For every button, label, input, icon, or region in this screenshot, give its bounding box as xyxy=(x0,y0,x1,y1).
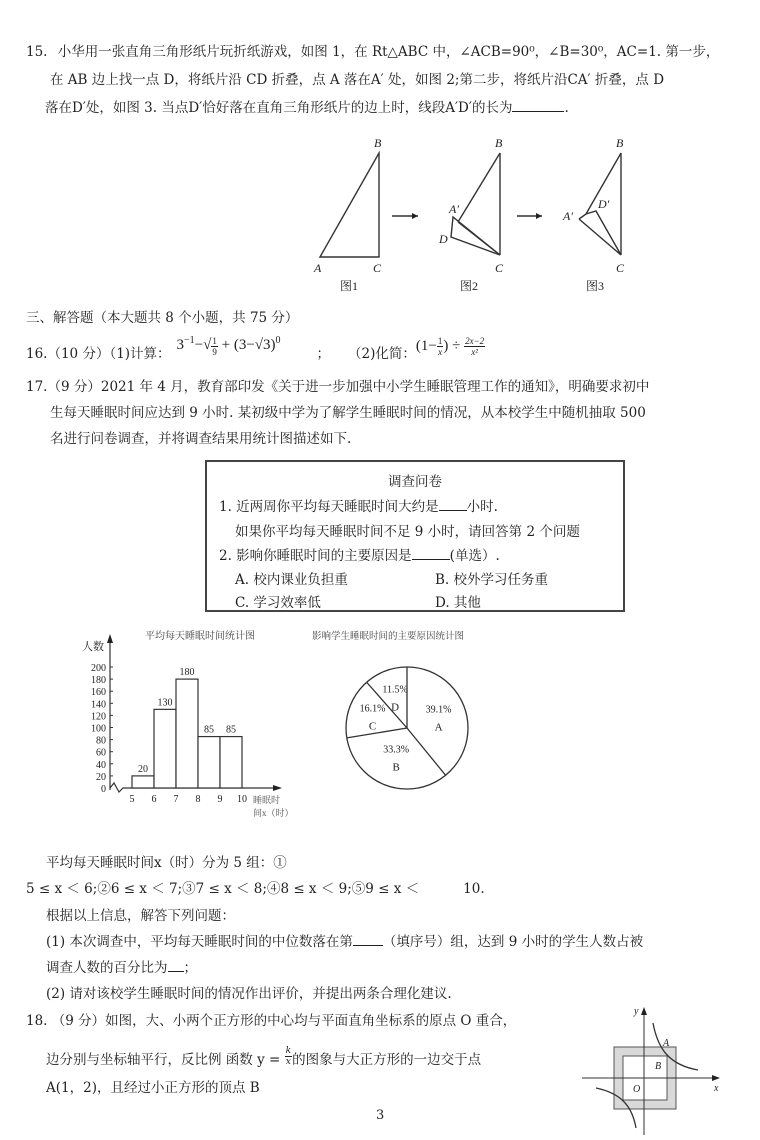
survey-q1-text: 1. 近两周你平均每天睡眠时间大约是 xyxy=(219,499,439,515)
y-tick-label: 20 xyxy=(96,771,106,783)
q16 xyxy=(26,336,485,368)
arrow-2-head xyxy=(536,213,542,219)
histogram-bar xyxy=(198,737,220,788)
expr1-minus: − xyxy=(194,337,204,354)
survey-option-d: D. 其他 xyxy=(435,595,481,611)
frac-den: x² xyxy=(471,346,478,357)
fig3-label-b: B xyxy=(616,136,624,150)
pie-percent-label: 11.5% xyxy=(382,684,408,696)
survey-option-a: A. 校内课业负担重 xyxy=(235,572,348,588)
pie-category-label: D xyxy=(391,701,400,714)
q15-line-2: 在 AB 边上找一点 D，将纸片沿 CD 折叠，点 A 落在A′ 处，如图 2;第二步，将纸片沿CA′ 折叠，点 D xyxy=(50,72,665,88)
pie-category-label: A xyxy=(434,721,443,734)
histogram-title: 平均每天睡眠时间统计图 xyxy=(145,631,255,642)
q17-sub-1 xyxy=(46,932,643,952)
sub1-text-c: 调查人数的百分比为 xyxy=(46,960,168,976)
fig3-label-a-prime: A′ xyxy=(563,209,573,223)
q18-fraction xyxy=(285,1046,292,1067)
expr1-paren: + (3−√3) xyxy=(221,337,276,354)
x-axis-arrow-icon xyxy=(712,1075,720,1081)
bar-data-label: 180 xyxy=(179,667,195,679)
q18-text-b: 的图象与大正方形的一边交于点 xyxy=(292,1052,482,1068)
y-tick-label: 140 xyxy=(91,699,106,711)
frac-num: 1 xyxy=(212,335,217,346)
q15-text-3: 落在D′处，如图 3. 当点D′恰好落在直角三角形纸片的边上时，线段A′D′的长为 xyxy=(45,100,513,116)
survey-q2-blank xyxy=(412,547,450,560)
pie-percent-label: 39.1% xyxy=(425,704,452,716)
q16-prefix: 16.（10 分）（1)计算： xyxy=(26,346,171,362)
histogram-bar xyxy=(154,709,176,788)
survey-option-c: C. 学习效率低 xyxy=(235,595,321,611)
q16-expression-1: $3^{-1}-√$ $\frac{1}{9}$ + $(3-√3)^0$ xyxy=(176,335,281,357)
q18-line-3: A(1，2)，且经过小正方形的顶点 B xyxy=(46,1080,260,1096)
sub1-text-d: ； xyxy=(183,960,197,976)
page-number: 3 xyxy=(376,1108,385,1123)
fig2-ab xyxy=(458,153,500,222)
fig1-label-b: B xyxy=(374,136,382,150)
survey-note: 如果你平均每天睡眠时间不足 9 小时，请回答第 2 个问题 xyxy=(235,524,580,540)
groups-end: 10. xyxy=(463,881,485,897)
frac-den: x xyxy=(285,1057,291,1067)
fig1-label-c: C xyxy=(373,261,382,275)
q18-line-2 xyxy=(46,1046,482,1071)
survey-q1-blank xyxy=(439,498,467,511)
q18-figure xyxy=(570,995,760,1140)
fig2-label-a-prime: A′ xyxy=(449,202,459,216)
pie-percent-label: 16.1% xyxy=(359,703,386,715)
groups-ranges: 5 ≤ x ＜ 6;②6 ≤ x ＜ 7;③7 ≤ x ＜ 8;④8 ≤ x ＜ 9;⑤9 ≤ x ＜ xyxy=(26,881,420,897)
sub1-blank-1 xyxy=(353,933,383,946)
x-tick-label: 5 xyxy=(129,794,135,805)
q15-number: 15. xyxy=(26,44,48,60)
q17-sub-2: (2) 请对该校学生睡眠时间的情况作出评价，并提出两条合理化建议. xyxy=(46,986,452,1002)
sub1-text-b: （填序号）组，达到 9 小时的学生人数占被 xyxy=(382,934,644,950)
survey-q2-end: (单选）. xyxy=(449,548,500,564)
q17-line-1: 17.（9 分）2021 年 4 月，教育部印发《关于进一步加强中小学生睡眠管理工作的通知》，明确要求初中 xyxy=(26,379,650,395)
x-axis-arrow-icon xyxy=(273,785,282,791)
q16-separator: ； xyxy=(316,346,331,362)
pie-percent-label: 33.3% xyxy=(383,744,410,756)
fig1-label-a: A xyxy=(314,261,322,275)
groups-line-2 xyxy=(26,879,485,899)
bar-data-label: 130 xyxy=(157,697,173,709)
pie-title: 影响学生睡眠时间的主要原因统计图 xyxy=(312,632,465,642)
y-tick-label: 0 xyxy=(101,784,106,795)
bar-data-label: 85 xyxy=(226,724,236,736)
q18-text-a: 边分别与坐标轴平行，反比例 函数 y = xyxy=(46,1052,285,1068)
y-tick-label: 100 xyxy=(91,723,106,735)
answer-blank xyxy=(512,99,564,112)
arrow-1-head xyxy=(412,213,418,219)
x-tick-label: 8 xyxy=(195,794,201,805)
y-tick-label: 80 xyxy=(96,735,106,747)
y-tick-label: 200 xyxy=(91,663,106,674)
survey-title: 调查问卷 xyxy=(388,474,442,490)
expr1-exponent: −1 xyxy=(184,335,195,347)
q15-line-1 xyxy=(26,42,719,62)
sub1-text-a: (1) 本次调查中，平均每天睡眠时间的中位数落在第 xyxy=(46,934,353,950)
sub1-blank-2 xyxy=(168,959,184,972)
q15-line-3 xyxy=(45,98,569,118)
fig2-caption: 图2 xyxy=(460,279,479,293)
histogram-x-label-1: 睡眠时 xyxy=(253,795,281,805)
fig3-label-c: C xyxy=(616,261,625,275)
fig1-triangle xyxy=(320,153,379,257)
expr2-open: (1− xyxy=(415,337,437,354)
q15-end: . xyxy=(564,100,569,116)
q15-figures xyxy=(290,130,660,300)
fig3-caption: 图3 xyxy=(586,279,605,293)
y-axis-arrow-icon xyxy=(641,1007,647,1015)
histogram-chart xyxy=(60,625,310,825)
fig2-label-d: D xyxy=(439,232,448,246)
fig2-ca xyxy=(458,222,500,255)
fig1-caption: 图1 xyxy=(340,279,359,293)
fig2-label-b: B xyxy=(495,136,503,150)
x-tick-label: 7 xyxy=(173,794,179,805)
histogram-bar xyxy=(132,776,154,788)
frac-den: x xyxy=(438,346,443,357)
pie-category-label: B xyxy=(392,761,400,774)
expr1-base: 3 xyxy=(176,337,185,354)
expr2-divide: ) ÷ xyxy=(443,337,461,354)
histogram-bar xyxy=(176,679,198,788)
origin-label: O xyxy=(633,1084,641,1095)
expr1-paren-exponent: 0 xyxy=(275,335,281,347)
survey-q2 xyxy=(219,544,500,564)
frac-num: 2x−2 xyxy=(465,335,485,346)
y-tick-label: 40 xyxy=(96,759,106,771)
groups-line-1: 平均每天睡眠时间x（时）分为 5 组：① xyxy=(46,855,287,871)
x-tick-label: 10 xyxy=(237,794,247,805)
histogram-x-label-2: 间x（时） xyxy=(253,808,294,818)
fig2-label-c: C xyxy=(495,261,504,275)
y-tick-label: 120 xyxy=(91,711,106,723)
point-a-label: A xyxy=(663,1038,670,1049)
q16-part2-label: （2)化简： xyxy=(348,346,416,362)
x-tick-label: 6 xyxy=(151,794,157,805)
x-axis-label: x xyxy=(714,1083,719,1094)
y-tick-label: 160 xyxy=(91,687,106,699)
y-axis-arrow-icon xyxy=(107,634,113,643)
expr1-fraction xyxy=(211,336,218,357)
q18-line-1: 18. （9 分）如图，大、小两个正方形的中心均与平面直角坐标系的原点 O 重合， xyxy=(26,1013,517,1029)
y-axis-label: y xyxy=(634,1006,639,1017)
fig3-label-d-prime: D′ xyxy=(598,197,610,211)
survey-q1 xyxy=(219,495,498,515)
histogram-bar xyxy=(220,737,242,788)
survey-option-b: B. 校外学习任务重 xyxy=(435,572,549,588)
bar-data-label: 85 xyxy=(204,724,214,736)
q17-prompt: 根据以上信息，解答下列问题： xyxy=(46,908,235,924)
histogram-y-label: 人数 xyxy=(82,641,104,653)
survey-box xyxy=(205,460,625,612)
pie-chart xyxy=(300,625,520,815)
q17-line-3: 名进行问卷调查，并将调查结果用统计图描述如下. xyxy=(50,431,352,447)
y-tick-label: 180 xyxy=(91,675,106,687)
fig3-fold xyxy=(579,211,621,255)
y-tick-label: 60 xyxy=(96,747,106,759)
frac-num: k xyxy=(285,1046,292,1056)
expr2-fraction-2 xyxy=(464,336,485,357)
survey-q2-text: 2. 影响你睡眠时间的主要原因是 xyxy=(219,548,412,564)
frac-num: 1 xyxy=(437,335,443,346)
q17-line-2: 生每天睡眠时间应达到 9 小时. 某初级中学为了解学生睡眠时间的情况，从本校学生中随机抽取 500 xyxy=(50,405,646,421)
pie-category-label: C xyxy=(368,720,377,733)
q17-sub-1-cont xyxy=(46,958,197,978)
bar-data-label: 20 xyxy=(138,763,148,775)
survey-q1-unit: 小时. xyxy=(466,499,498,515)
frac-den: 9 xyxy=(212,346,217,357)
point-b-label: B xyxy=(655,1061,662,1072)
q16-expression-2 xyxy=(416,336,485,357)
q15-text-1: 小华用一张直角三角形纸片玩折纸游戏，如图 1，在 Rt△ABC 中，∠ACB=90⁰，∠B=30⁰，AC=1. 第一步， xyxy=(57,44,720,60)
section-3-heading: 三、解答题（本大题共 8 个小题，共 75 分） xyxy=(26,310,299,326)
x-tick-label: 9 xyxy=(217,794,223,805)
